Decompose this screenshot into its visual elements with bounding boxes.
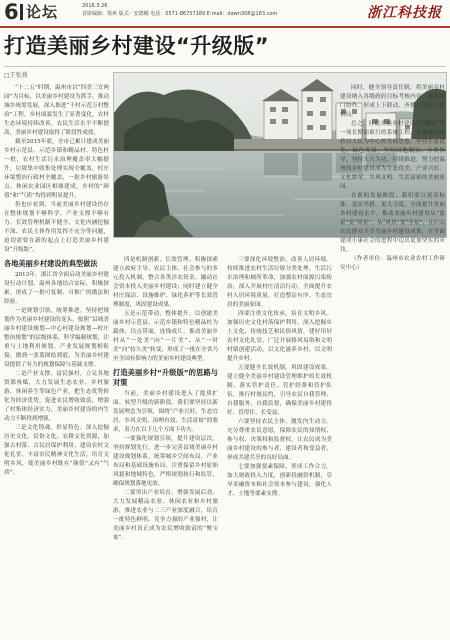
paragraph: 总之，打造美丽乡村建设“升级版”是一项长期而艰巨的系统工程，需要我们坚持以人民为中心的发展思想，坚持生态优先、绿色发展，坚持因地制宜、分类指导，坚持久久为功、持续推进，努力把温州的乡村建设成为生态优美、产业兴旺、文化繁荣、乡风文明、生活富裕的美丽家园。 [340, 121, 445, 190]
paragraph: 同时，健全领导责任制，将美丽乡村建设纳入各级政府目标考核内容，强化部门协作，形成上下联动、齐抓共管的工作格局。 [340, 85, 445, 118]
article-column-4 [340, 84, 445, 638]
paragraph: 四是机制创新，长效管理。积极探索建立政府主导、农民主体、社会参与的多元投入机制，整合各类涉农资金，撬动社会资本投入美丽乡村建设；同时建立健全村庄保洁、设施维护、绿化养护等长效管理制度，巩固建设成果。 [113, 257, 218, 308]
paragraph: 五要健全长效机制，巩固建设成果。建立健全美丽乡村建设管理维护的长效机制，落实管护责任、管护经费和管护队伍，推行村规民约，引导农民自我管理、自我服务、自我监督，确保美丽乡村建得好、管得住、长受益。 [227, 365, 332, 416]
page-header [0, 0, 450, 28]
paragraph: 三要深化环境整治，改善人居环境。持续推进农村生活垃圾分类处理、生活污水治理和厕所革命，加强农村面源污染防治，深入开展村庄清洁行动，全面提升农村人居环境质量，打造整洁有序、生态宜居的美丽家园。 [227, 257, 332, 308]
paragraph: 七要加强要素保障，形成工作合力。加大财政投入力度，创新投融资机制，引导金融资本和社会资本参与建设，强化人才、土地等要素支撑。 [227, 464, 332, 497]
paragraph: 截至2015年底，全市已累计建成美丽乡村示范县、示范乡镇和精品村、特色村一批，农村生活污水治理覆盖率大幅提升，垃圾集中收集处理实现全覆盖，村庄环境整治行政村全覆盖，一批乡村旅游景点、休闲农业园区相继建成，乡村的“颜值”和“气质”均得到明显提升。 [4, 139, 109, 199]
article-column-2 [113, 256, 218, 638]
section-name: 论坛 [26, 3, 59, 21]
masthead: 浙江科技报 [367, 5, 442, 21]
headline-divider [4, 66, 446, 67]
paragraph: 二要突出产业培育，增强发展后劲。大力发展精品农业、休闲农业和乡村旅游，推进农业与二三产业深度融合，培育一批特色鲜明、竞争力强的产业强村，让美丽乡村真正成为农民增收致富的“聚宝盆”。 [113, 490, 218, 541]
article-headline: 打造美丽乡村建设“升级版” [4, 34, 270, 58]
phone-email: 电话：0571-86757189 E-mail：dawn308@163.com [150, 11, 278, 17]
paragraph: （作者单位：温州市农业农村工作研究中心） [340, 256, 445, 271]
paragraph: “十二五”时期，温州市以“四美三宜两园”为目标，以美丽乡村建设为抓手，推动城乡统筹发展，深入推进“千村示范万村整治”工程，乡村面貌发生了显著变化，农村生态环境持续改善，农民生活水平不断提高，美丽乡村建设取得了阶段性成效。 [4, 85, 109, 136]
staff-editors: 首席编辑：梁爽 版式：安德娜 [82, 11, 151, 17]
paragraph: 但也应看到，当前美丽乡村建设仍存在整体规划不够科学、产业支撑不够有力、长效管理机制不健全、文化内涵挖掘不深、农民主体作用发挥不充分等问题，迫切需要在新的起点上打造美丽乡村建设“升级版”。 [4, 202, 109, 253]
paragraph: 一是规划引领，统筹推进。坚持把规划作为美丽乡村建设的龙头，按照“县域美丽乡村建设规划—中心村建设规划—村庄整治规划”的层级体系，科学编制规划，注重与土地利用规划、产业发展规划相衔接，做到一张蓝图绘到底，为美丽乡村建设提供了有力的规划保障与基础支撑。 [4, 308, 109, 368]
paragraph: 在新的发展阶段，我们要以更高标准、更实举措、更大力度，全面提升美丽乡村建设水平，推动美丽乡村建设从“盆景”变“风景”，从“风景”变“全景”，让广大农民群众共享美丽乡村建设成果，在全面建成小康社会的进程中迈出更加坚实的步伐。 [340, 193, 445, 253]
paragraph: 一要强化规划引领，提升建设层次。坚持规划先行，进一步完善县域美丽乡村建设规划体系，统筹城乡空间布局、产业布局和基础设施布局，注重保留乡村原始风貌和地域特色，严格规划执行和监管，确保规划落地见效。 [113, 436, 218, 487]
paragraph: 2013年，浙江省全面启动美丽乡村建设行动计划，温州各地结合实际，积极探索，形成了一批可复制、可推广的做法和经验。 [4, 272, 109, 305]
byline: □王张燕 [4, 72, 28, 79]
staff-contacts [82, 11, 277, 18]
issue-date: 2016.3.26 [82, 3, 108, 9]
article-column-1 [4, 84, 109, 638]
paragraph: 当前，美丽乡村建设进入了提质扩面、转型升级的新阶段。我们要坚持以新发展理念为引领，围绕“产业兴旺、生态宜居、乡风文明、治理有效、生活富裕”的要求，着力在以下几个方面下功夫。 [113, 391, 218, 433]
section-bar [20, 4, 23, 20]
article-column-3 [227, 256, 332, 638]
paragraph: 三是文化铸魂，彰显特色。深入挖掘历史文化、民俗文化、农耕文化资源，加强古村落、古民居保护利用，建设农村文化礼堂，丰富农民精神文化生活，培育文明乡风，使美丽乡村既有“颜值”又有“气质”。 [4, 425, 109, 476]
paragraph: 二是产业支撑，富民强村。立足各地资源禀赋，大力发展生态农业、乡村旅游、休闲养生等绿色产业，把生态优势转化为经济优势，促进农民增收致富，增强了村集体经济实力，美丽乡村建设的内生动力不断得到增强。 [4, 371, 109, 422]
paragraph: 五是示范带动，整体提升。以创建美丽乡村示范县、示范乡镇和特色精品村为载体，以点带面，连线成片，推动美丽乡村从“一处美”向“一片美”、从“一时美”向“持久美”转变，形成了一批在全省乃至全国有影响力的美丽乡村建设典型。 [113, 311, 218, 362]
subheading-strategy: 打造美丽乡村“升级版”的思路与对策 [113, 368, 218, 387]
paragraph: 六要坚持农民主体，激发内生动力。充分尊重农民意愿，保障农民的知情权、参与权、决策权和监督权，让农民成为美丽乡村建设的参与者、建设者和受益者，形成共建共享的良好局面。 [227, 419, 332, 461]
paragraph: 四要注重文化传承，培育文明乡风。加强历史文化村落保护利用，深入挖掘乡土文化、传统技艺和民俗风情，建好用好农村文化礼堂，广泛开展移风易俗和文明村镇创建活动，以文化滋养乡村，以文明提升乡村。 [227, 311, 332, 362]
subheading-practices: 各地美丽乡村建设的典型做法 [4, 259, 98, 268]
page-number: 6 [4, 0, 19, 24]
